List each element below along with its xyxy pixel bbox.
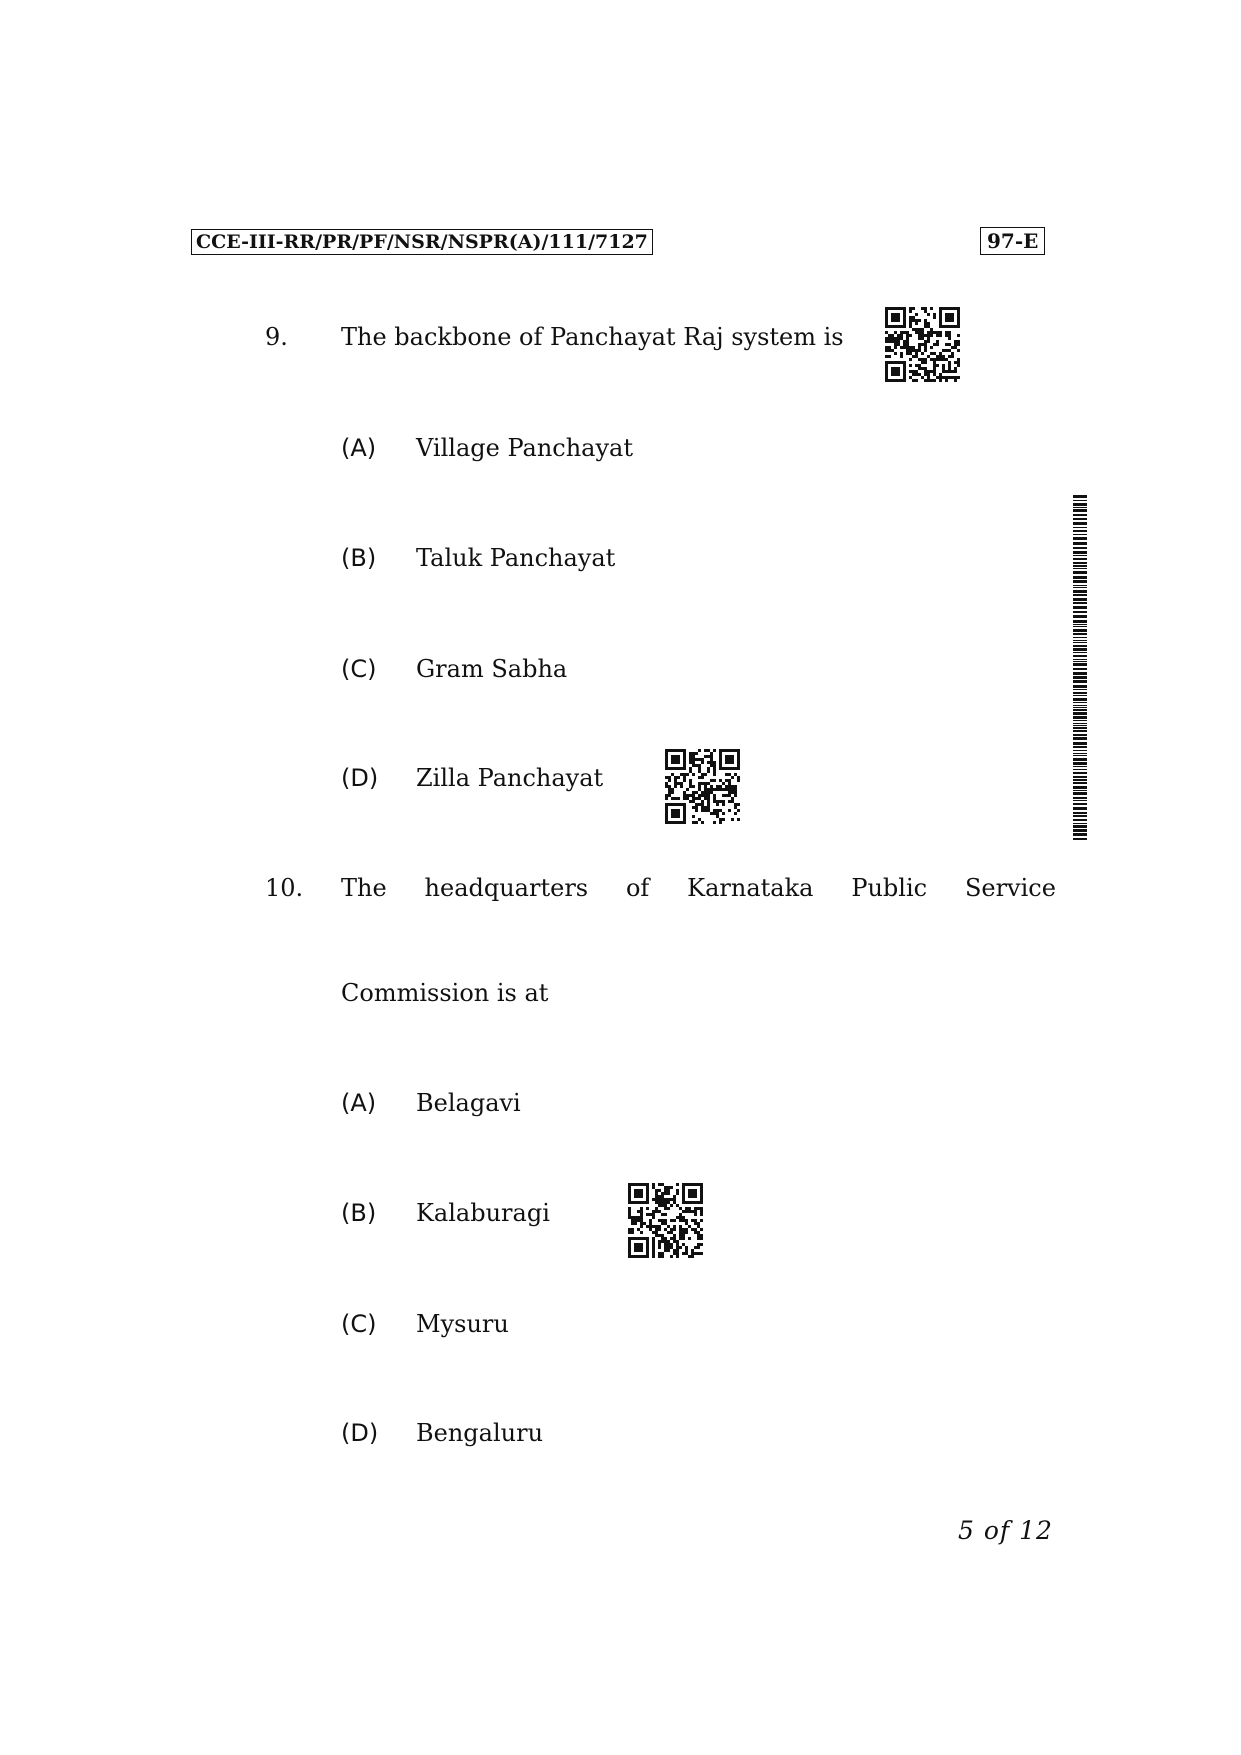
q10-word: Service bbox=[964, 874, 1056, 902]
q10-option-d-letter: (D) bbox=[341, 1419, 379, 1447]
q10-word: headquarters bbox=[424, 874, 589, 902]
qr-code-icon bbox=[884, 306, 962, 382]
set-code: 97-E bbox=[980, 227, 1045, 255]
q10-option-b-text: Kalaburagi bbox=[416, 1199, 550, 1227]
q9-option-d-letter: (D) bbox=[341, 764, 379, 792]
page-number: 5 of 12 bbox=[958, 1516, 1053, 1545]
question-9-number: 9. bbox=[265, 323, 288, 351]
q9-option-b-text: Taluk Panchayat bbox=[416, 544, 616, 572]
q10-word: of bbox=[625, 874, 650, 902]
qr-code-icon bbox=[627, 1182, 705, 1258]
q10-option-b-letter: (B) bbox=[341, 1199, 377, 1227]
q9-option-a-letter: (A) bbox=[341, 434, 377, 462]
qr-code-icon bbox=[664, 748, 742, 824]
q10-word: Karnataka bbox=[687, 874, 814, 902]
q9-option-c-text: Gram Sabha bbox=[416, 655, 568, 683]
q9-option-a-text: Village Panchayat bbox=[416, 434, 633, 462]
question-10-number: 10. bbox=[265, 874, 304, 902]
q10-word: The bbox=[341, 874, 387, 902]
q10-option-c-text: Mysuru bbox=[416, 1310, 509, 1338]
q10-option-d-text: Bengaluru bbox=[416, 1419, 544, 1447]
question-10-text-line2: Commission is at bbox=[341, 979, 549, 1007]
barcode-icon bbox=[1073, 495, 1087, 840]
q9-option-b-letter: (B) bbox=[341, 544, 377, 572]
q10-option-a-letter: (A) bbox=[341, 1089, 377, 1117]
question-9-text: The backbone of Panchayat Raj system is bbox=[341, 323, 844, 351]
q10-option-c-letter: (C) bbox=[341, 1310, 377, 1338]
question-10-text-line1 bbox=[341, 873, 1056, 903]
paper-code: CCE-III-RR/PR/PF/NSR/NSPR(A)/111/7127 bbox=[191, 229, 653, 255]
q9-option-d-text: Zilla Panchayat bbox=[416, 764, 604, 792]
q10-word: Public bbox=[851, 874, 928, 902]
q10-option-a-text: Belagavi bbox=[416, 1089, 521, 1117]
q9-option-c-letter: (C) bbox=[341, 655, 377, 683]
